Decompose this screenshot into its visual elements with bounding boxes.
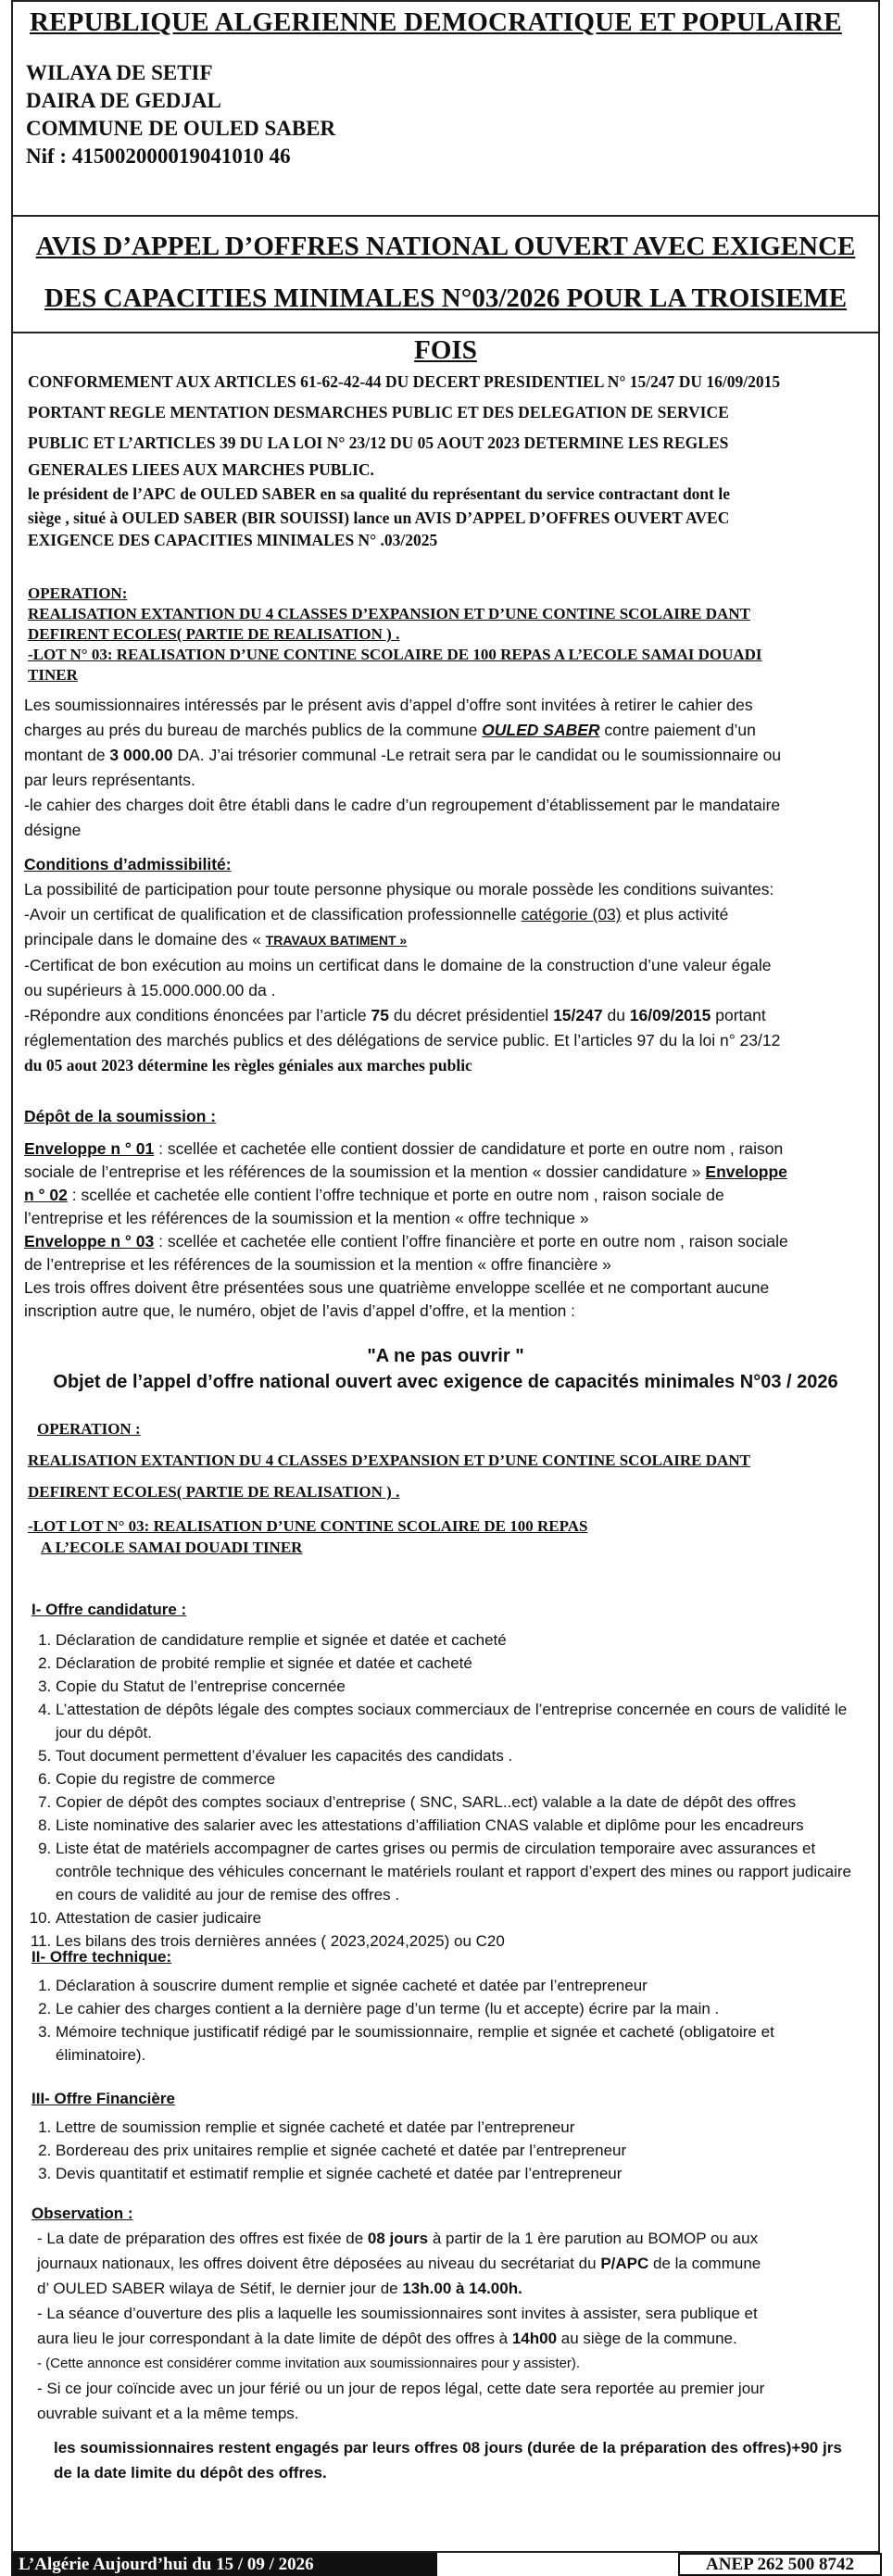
list-item: 7. Copier de dépôt des comptes sociaux d’entreprise ( SNC, SARL..ect) valable a la date de dépôt des offres (56, 1791, 866, 1814)
offre-technique (31, 1945, 866, 2067)
retrait-line: -le cahier des charges doit être établi dans le cadre d’un regroupement d’établissement par le mandataire (24, 796, 781, 814)
text: sociale de l’entreprise et les références de la soumission et la mention « dossier candidature » (24, 1162, 706, 1181)
domain: TRAVAUX BATIMENT » (265, 933, 408, 948)
republic-title: REPUBLIQUE ALGERIENNE DEMOCRATIQUE ET POPULAIRE (30, 7, 842, 37)
list-item: 3. Copie du Statut de l’entreprise concernée (56, 1675, 866, 1698)
observation-title: Observation : (31, 2205, 133, 2222)
text: journaux nationaux, les offres doivent être déposées au niveau du secrétariat du (37, 2255, 601, 2272)
avis-title-line-1: AVIS D’APPEL D’OFFRES NATIONAL OUVERT AVEC EXIGENCE (35, 232, 856, 261)
text: : scellée et cachetée elle contient l’offre financière et porte en outre nom , raison sociale (154, 1232, 788, 1250)
date: 16/09/2015 (629, 1006, 711, 1024)
conditions-line: réglementation des marchés publics et des délégations de service public. Et l’articles 97 du la loi n° 23/12 (24, 1031, 781, 1049)
operation-line: DEFIRENT ECOLES( PARTIE DE REALISATION ) . (28, 1483, 400, 1501)
operation-block-2 (28, 1414, 866, 1558)
commune: COMMUNE DE OULED SABER (26, 117, 336, 140)
observation-line: - (Cette annonce est considérer comme invitation aux soumissionnaires pour y assister). (37, 2356, 581, 2371)
envelope-2: l’entreprise et les références de la soumission et la mention « offre technique » (24, 1209, 589, 1227)
observation-line (37, 2276, 866, 2301)
section-title: I- Offre candidature : (31, 1601, 187, 1618)
text: principale dans le domaine des « (24, 930, 266, 949)
article: 75 (371, 1006, 389, 1024)
text: : scellée et cachetée elle contient dossier de candidature et porte en outre nom , raison (154, 1139, 784, 1158)
text: -Répondre aux conditions énoncées par l’article (24, 1006, 371, 1024)
list-item: 3. Mémoire technique justificatif rédigé par le soumissionnaire, remplie et signée et cacheté (obligatoire et éliminatoire). (56, 2020, 866, 2067)
days: 08 jours (367, 2230, 429, 2247)
conditions-line (24, 1003, 867, 1028)
envelope-3 (24, 1230, 867, 1253)
candidature-list (37, 1628, 866, 1953)
envelope-label: n ° 02 (24, 1186, 68, 1204)
text: montant de (24, 746, 110, 764)
operation-line: DEFIRENT ECOLES( PARTIE DE REALISATION ) . (28, 625, 400, 643)
intro-line: EXIGENCE DES CAPACITIES MINIMALES N° .03/2025 (28, 531, 438, 549)
list-item: 2. Le cahier des charges contient a la dernière page d’un terme (lu et accepte) écrire par la main . (56, 1997, 866, 2020)
text: de la commune (648, 2255, 761, 2272)
decret: 15/247 (553, 1006, 603, 1024)
list-item: 4. L’attestation de dépôts légale des comptes sociaux commerciaux de l’entreprise concernée en cours de validité le jour du dépôt. (56, 1698, 866, 1744)
nif: Nif : 415002000019041010 46 (26, 145, 291, 168)
observation-line (37, 2326, 866, 2351)
envelope-label: Enveloppe n ° 01 (24, 1139, 155, 1158)
text: : scellée et cachetée elle contient l’offre technique et porte en outre nom , raison sociale de (67, 1186, 724, 1204)
operation-line: A L’ECOLE SAMAI DOUADI TINER (41, 1539, 303, 1556)
operation-block (28, 584, 866, 685)
announcement-page (11, 0, 882, 2576)
text: - La date de préparation des offres est fixée de (37, 2230, 368, 2247)
depot-title: Dépôt de la soumission : (24, 1107, 217, 1125)
operation-line: -LOT N° 03: REALISATION D’UNE CONTINE SCOLAIRE DE 100 REPAS A L’ECOLE SAMAI DOUADI (28, 646, 762, 663)
intro-line: PORTANT REGLE MENTATION DESMARCHES PUBLIC ET DES DELEGATION DE SERVICE (28, 403, 729, 421)
envelope-1 (24, 1137, 867, 1161)
offre-candidature (31, 1598, 866, 1953)
list-item: 5. Tout document permettent d’évaluer les capacités des candidats . (56, 1744, 866, 1767)
divider (11, 215, 880, 217)
list-item: 3. Devis quantitatif et estimatif remplie et signée cacheté et datée par l’entrepreneur (56, 2162, 866, 2185)
list-item: 8. Liste nominative des salarier avec les attestations d’affiliation CNAS valable et diplôme pour les encadreurs (56, 1814, 866, 1837)
operation-label: OPERATION : (37, 1420, 141, 1438)
hours: 13h.00 à 14.00h. (402, 2280, 522, 2297)
mention-block (24, 1343, 867, 1395)
text: portant (711, 1006, 766, 1024)
retrait-line: Les soumissionnaires intéressés par le présent avis d’appel d’offre sont invitées à retirer le cahier des (24, 696, 753, 714)
section-title: II- Offre technique: (31, 1948, 172, 1966)
depot-line: inscription autre que, le numéro, objet de l’avis d’appel d’offre, et la mention : (24, 1301, 576, 1320)
administration-block (26, 59, 335, 170)
conditions-title: Conditions d’admissibilité: (24, 855, 232, 873)
envelope-3: de l’entreprise et les références de la soumission et la mention « offre financière » (24, 1255, 611, 1274)
envelope-label: Enveloppe (705, 1162, 787, 1181)
envelope-2 (24, 1184, 867, 1207)
observation-line: ouvrable suivant et a la même temps. (37, 2405, 299, 2422)
section-title: III- Offre Financière (31, 2090, 175, 2107)
observation-line: - Si ce jour coïncide avec un jour férié ou un jour de repos légal, cette date sera reportée au premier jour (37, 2380, 765, 2397)
depot-block (24, 1105, 867, 1323)
text: DA. J’ai trésorier communal -Le retrait sera par le candidat ou le soumissionnaire ou (172, 746, 782, 764)
papc: P/APC (600, 2255, 649, 2272)
list-item: 2. Bordereau des prix unitaires remplie et signée cacheté et datée par l’entrepreneur (56, 2139, 866, 2162)
daira: DAIRA DE GEDJAL (26, 89, 221, 112)
conditions-block (24, 852, 867, 1078)
retrait-line: par leurs représentants. (24, 771, 195, 789)
text: du décret présidentiel (389, 1006, 554, 1024)
list-item: 1. Déclaration de candidature remplie et signée et datée et cacheté (56, 1628, 866, 1652)
wilaya: WILAYA DE SETIF (26, 61, 213, 84)
retrait-line: désigne (24, 821, 82, 839)
intro-line: PUBLIC ET L’ARTICLES 39 DU LA LOI N° 23/12 DU 05 AOUT 2023 DETERMINE LES REGLES (28, 434, 729, 452)
ne-pas-ouvrir: "A ne pas ouvrir " (367, 1346, 524, 1366)
avis-title-line-2: DES CAPACITIES MINIMALES N°03/2026 POUR LA TROISIEME FOIS (44, 283, 848, 365)
list-item: 2. Déclaration de probité remplie et signée et datée et cacheté (56, 1652, 866, 1675)
text: du (602, 1006, 630, 1024)
retrait-line (24, 743, 867, 768)
divider (11, 332, 880, 333)
commune-name: OULED SABER (482, 721, 600, 739)
envelope-1 (24, 1161, 867, 1184)
operation-line: REALISATION EXTANTION DU 4 CLASSES D’EXPANSION ET D’UNE CONTINE SCOLAIRE DANT (28, 605, 750, 622)
text: charges au prés du bureau de marchés publics de la commune (24, 721, 483, 739)
list-item: 1. Lettre de soumission remplie et signée cacheté et datée par l’entrepreneur (56, 2116, 866, 2139)
operation-line: -LOT LOT N° 03: REALISATION D’UNE CONTINE SCOLAIRE DE 100 REPAS (28, 1517, 588, 1535)
observation-line: de la date limite du dépôt des offres. (54, 2464, 327, 2482)
retrait-paragraph (24, 693, 867, 843)
intro-line: le président de l’APC de OULED SABER en sa qualité du représentant du service contractant dont le (28, 484, 730, 503)
conditions-line: ou supérieurs à 15.000.000.00 da . (24, 981, 276, 999)
text: contre paiement d’un (599, 721, 756, 739)
list-item: 6. Copie du registre de commerce (56, 1767, 866, 1791)
observation-line: - La séance d’ouverture des plis a laquelle les soumissionnaires sont invites à assister, sera publique et (37, 2305, 758, 2322)
list-item: 9. Liste état de matériels accompagner de cartes grises ou permis de circulation temporaire avec assurances et contrôle technique des véhicules concernant le matériels roulant et rapport d’expert des mines ou rapport judicaire en cours de validité au jour de remise des offres . (56, 1837, 866, 1906)
envelope-label: Enveloppe n ° 03 (24, 1232, 155, 1250)
list-item: 1. Déclaration à souscrire dument remplie et signée cacheté et datée par l’entrepreneur (56, 1974, 866, 1997)
text: d’ OULED SABER wilaya de Sétif, le dernier jour de (37, 2280, 403, 2297)
observation-line (37, 2251, 866, 2276)
hour: 14h00 (511, 2330, 558, 2347)
observation-block (31, 2201, 866, 2485)
newspaper-footer: L’Algérie Aujourd’hui du 15 / 09 / 2026 (11, 2553, 437, 2576)
retrait-line (24, 718, 867, 743)
operation-label: OPERATION: (28, 584, 128, 602)
category: catégorie (03) (521, 905, 622, 924)
text: -Avoir un certificat de qualification et de classification professionnelle (24, 905, 522, 924)
conditions-line: -Certificat de bon exécution au moins un certificat dans le domaine de la construction d’une valeur égale (24, 956, 772, 974)
depot-line: Les trois offres doivent être présentées sous une quatrième enveloppe scellée et ne comportant aucune (24, 1278, 770, 1297)
avis-title (24, 220, 867, 376)
operation-line: REALISATION EXTANTION DU 4 CLASSES D’EXPANSION ET D’UNE CONTINE SCOLAIRE DANT (28, 1451, 750, 1469)
intro-line: GENERALES LIEES AUX MARCHES PUBLIC. (28, 460, 374, 479)
conditions-line: La possibilité de participation pour toute personne physique ou morale possède les conditions suivantes: (24, 880, 774, 898)
conditions-line: du 05 aout 2023 détermine les règles géniales aux marches public (24, 1056, 472, 1074)
operation-line: TINER (28, 666, 78, 684)
text: et plus activité (621, 905, 729, 924)
anep-reference: ANEP 262 500 8742 (678, 2553, 882, 2576)
objet: Objet de l’appel d’offre national ouvert avec exigence de capacités minimales N°03 / 2026 (53, 1372, 838, 1392)
intro-paragraph (28, 367, 866, 551)
financiere-list (37, 2116, 866, 2185)
conditions-line (24, 902, 867, 927)
list-item: 11. Les bilans des trois dernières années ( 2023,2024,2025) ou C20 (56, 1929, 866, 1953)
intro-line: CONFORMEMENT AUX ARTICLES 61-62-42-44 DU DECERT PRESIDENTIEL N° 15/247 DU 16/09/2015 (28, 372, 781, 391)
amount: 3 000.00 (109, 746, 173, 764)
technique-list (37, 1974, 866, 2067)
text: au siège de la commune. (557, 2330, 737, 2347)
text: à partir de la 1 ère parution au BOMOP ou aux (428, 2230, 759, 2247)
conditions-line (24, 927, 867, 953)
list-item: 10. Attestation de casier judicaire (56, 1906, 866, 1929)
text: aura lieu le jour correspondant à la date limite de dépôt des offres à (37, 2330, 512, 2347)
offre-financiere (31, 2087, 866, 2185)
observation-line: les soumissionnaires restent engagés par leurs offres 08 jours (durée de la préparation des offres)+90 jrs (54, 2439, 842, 2457)
observation-line (37, 2226, 866, 2251)
intro-line: siège , situé à OULED SABER (BIR SOUISSI) lance un AVIS D’APPEL D’OFFRES OUVERT AVEC (28, 509, 730, 527)
